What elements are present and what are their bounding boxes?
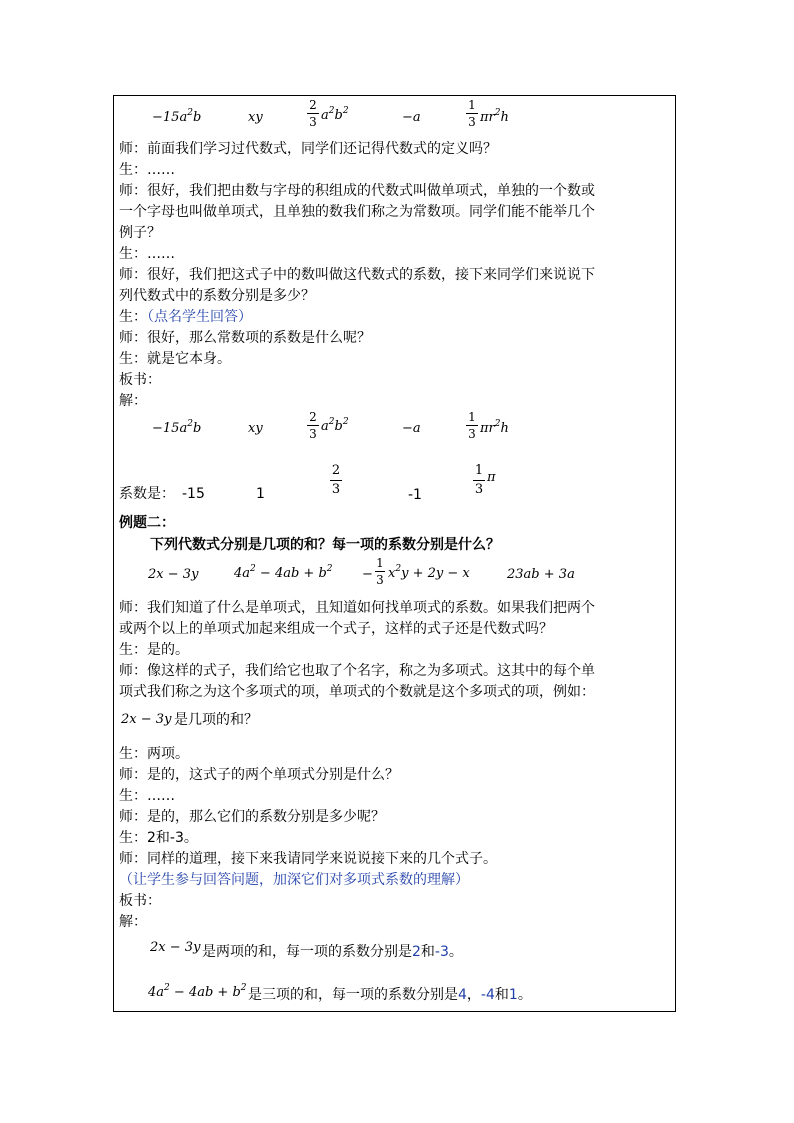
student-line-7: 生：…… <box>119 788 175 804</box>
fraction-1-3: 1 3 <box>466 98 478 129</box>
teacher-line-2c: 例子？ <box>119 225 161 241</box>
expr-pi-r2-h-2: $\pi r^2h$ <box>480 419 509 436</box>
board-label-1: 板书： <box>119 372 161 388</box>
board-label-2: 板书： <box>119 893 161 909</box>
expr-neg-a-2: −a <box>402 421 421 436</box>
teacher-line-5a: 师：我们知道了什么是单项式，且知道如何找单项式的系数。如果我们把两个 <box>119 600 595 616</box>
poly-4a2-4ab-b2: $4a^2 - 4ab + b^2$ <box>234 564 333 581</box>
expr-neg-a: −a <box>402 110 421 125</box>
teacher-line-7: 师：是的，这式子的两个单项式分别是什么？ <box>119 767 399 783</box>
teacher-line-9: 师：同样的道理，接下来我请同学来说说接下来的几个式子。 <box>119 851 497 867</box>
poly-3-fraction: 1 3 <box>376 556 384 587</box>
student-line-4: 生：就是它本身。 <box>119 351 231 367</box>
answer-1-text: 是两项的和，每一项的系数分别是2和-3。 <box>202 944 463 960</box>
answer-1-value-1: 2 <box>412 944 421 960</box>
solution-label-1: 解： <box>119 393 147 409</box>
answer-2-value-3: 1 <box>508 987 518 1003</box>
solution-label-2: 解： <box>119 914 147 930</box>
student-line-1: 生：…… <box>119 162 175 178</box>
expr-pi-r2-h: $\pi r^2h$ <box>480 108 509 125</box>
expr-neg15a2b-2: $-15a^2b$ <box>152 419 202 436</box>
coefficient-1: -15 <box>182 486 205 502</box>
expr-xy-2: xy <box>248 421 263 436</box>
teaching-note: （让学生参与回答问题，加深它们对多项式系数的理解） <box>119 872 469 888</box>
expr-xy: xy <box>248 110 263 125</box>
example-2-question: 下列代数式分别是几项的和？每一项的系数分别是什么？ <box>150 537 500 553</box>
teacher-line-3b: 列代数式中的系数分别是多少？ <box>119 288 315 304</box>
coefficient-3: 2 3 <box>331 463 341 497</box>
poly-3-rest: $x^2y + 2y - x$ <box>388 564 470 581</box>
poly-2x-3y: 2x − 3y <box>148 567 199 582</box>
answer-2-value-2: -4 <box>480 987 495 1003</box>
fraction-1-3-b: 1 3 <box>466 410 478 441</box>
expr-a2b2: $a^2b^2$ <box>321 106 349 123</box>
answer-1-poly: 2x − 3y <box>150 940 201 955</box>
coefficient-5-pi: π <box>487 470 496 485</box>
teacher-line-2a: 师：很好，我们把由数与字母的积组成的代数式叫做单项式，单独的一个数或 <box>119 183 595 199</box>
coefficient-5: 1 3 <box>474 463 484 497</box>
fraction-2-3: 2 3 <box>307 98 319 129</box>
teacher-line-1: 师：前面我们学习过代数式，同学们还记得代数式的定义吗？ <box>119 141 497 157</box>
fraction-2-3-b: 2 3 <box>307 410 319 441</box>
answer-2-value-1: 4 <box>458 987 467 1003</box>
student-line-2: 生：…… <box>119 246 175 262</box>
answer-2-text: 是三项的和，每一项的系数分别是4，-4和1。 <box>248 987 532 1003</box>
expr-a2b2-2: $a^2b^2$ <box>321 417 349 434</box>
teacher-line-5b: 或两个以上的单项式加起来组成一个式子，这样的式子还是代数式吗？ <box>119 621 553 637</box>
answer-1-value-2: -3 <box>434 944 449 960</box>
student-line-6: 生：两项。 <box>119 746 189 762</box>
poly-23ab-3a: 23ab + 3a <box>507 567 575 582</box>
teacher-line-8: 师：是的，那么它们的系数分别是多少呢？ <box>119 809 385 825</box>
question-how-many-terms: 是几项的和？ <box>174 712 258 728</box>
student-line-8: 生：2和-3。 <box>119 830 198 846</box>
student-line-3: 生：（点名学生回答） <box>119 309 252 325</box>
student-line-5: 生：是的。 <box>119 642 189 658</box>
coefficient-4: -1 <box>408 487 422 503</box>
teacher-line-4: 师：很好，那么常数项的系数是什么呢？ <box>119 330 371 346</box>
inline-poly-2x-3y: 2x − 3y <box>121 712 172 727</box>
teacher-line-6a: 师：像这样的式子，我们给它也取了个名字，称之为多项式。这其中的每个单 <box>119 663 595 679</box>
answer-2-poly: $4a^2 - 4ab + b^2$ <box>148 983 247 1000</box>
student-line-3-note: （点名学生回答） <box>147 309 252 325</box>
coefficient-2: 1 <box>256 486 265 502</box>
poly-3-sign: − <box>362 567 373 582</box>
teacher-line-3a: 师：很好，我们把这式子中的数叫做这代数式的系数，接下来同学们来说说下 <box>119 267 595 283</box>
expr-neg15a2b: $-15a^2b$ <box>152 108 202 125</box>
coefficient-label: 系数是： <box>119 486 175 502</box>
teacher-line-2b: 一个字母也叫做单项式，且单独的数我们称之为常数项。同学们能不能举几个 <box>119 204 595 220</box>
example-2-title: 例题二： <box>119 515 175 531</box>
teacher-line-6b: 项式我们称之为这个多项式的项，单项式的个数就是这个多项式的项，例如： <box>119 684 595 700</box>
